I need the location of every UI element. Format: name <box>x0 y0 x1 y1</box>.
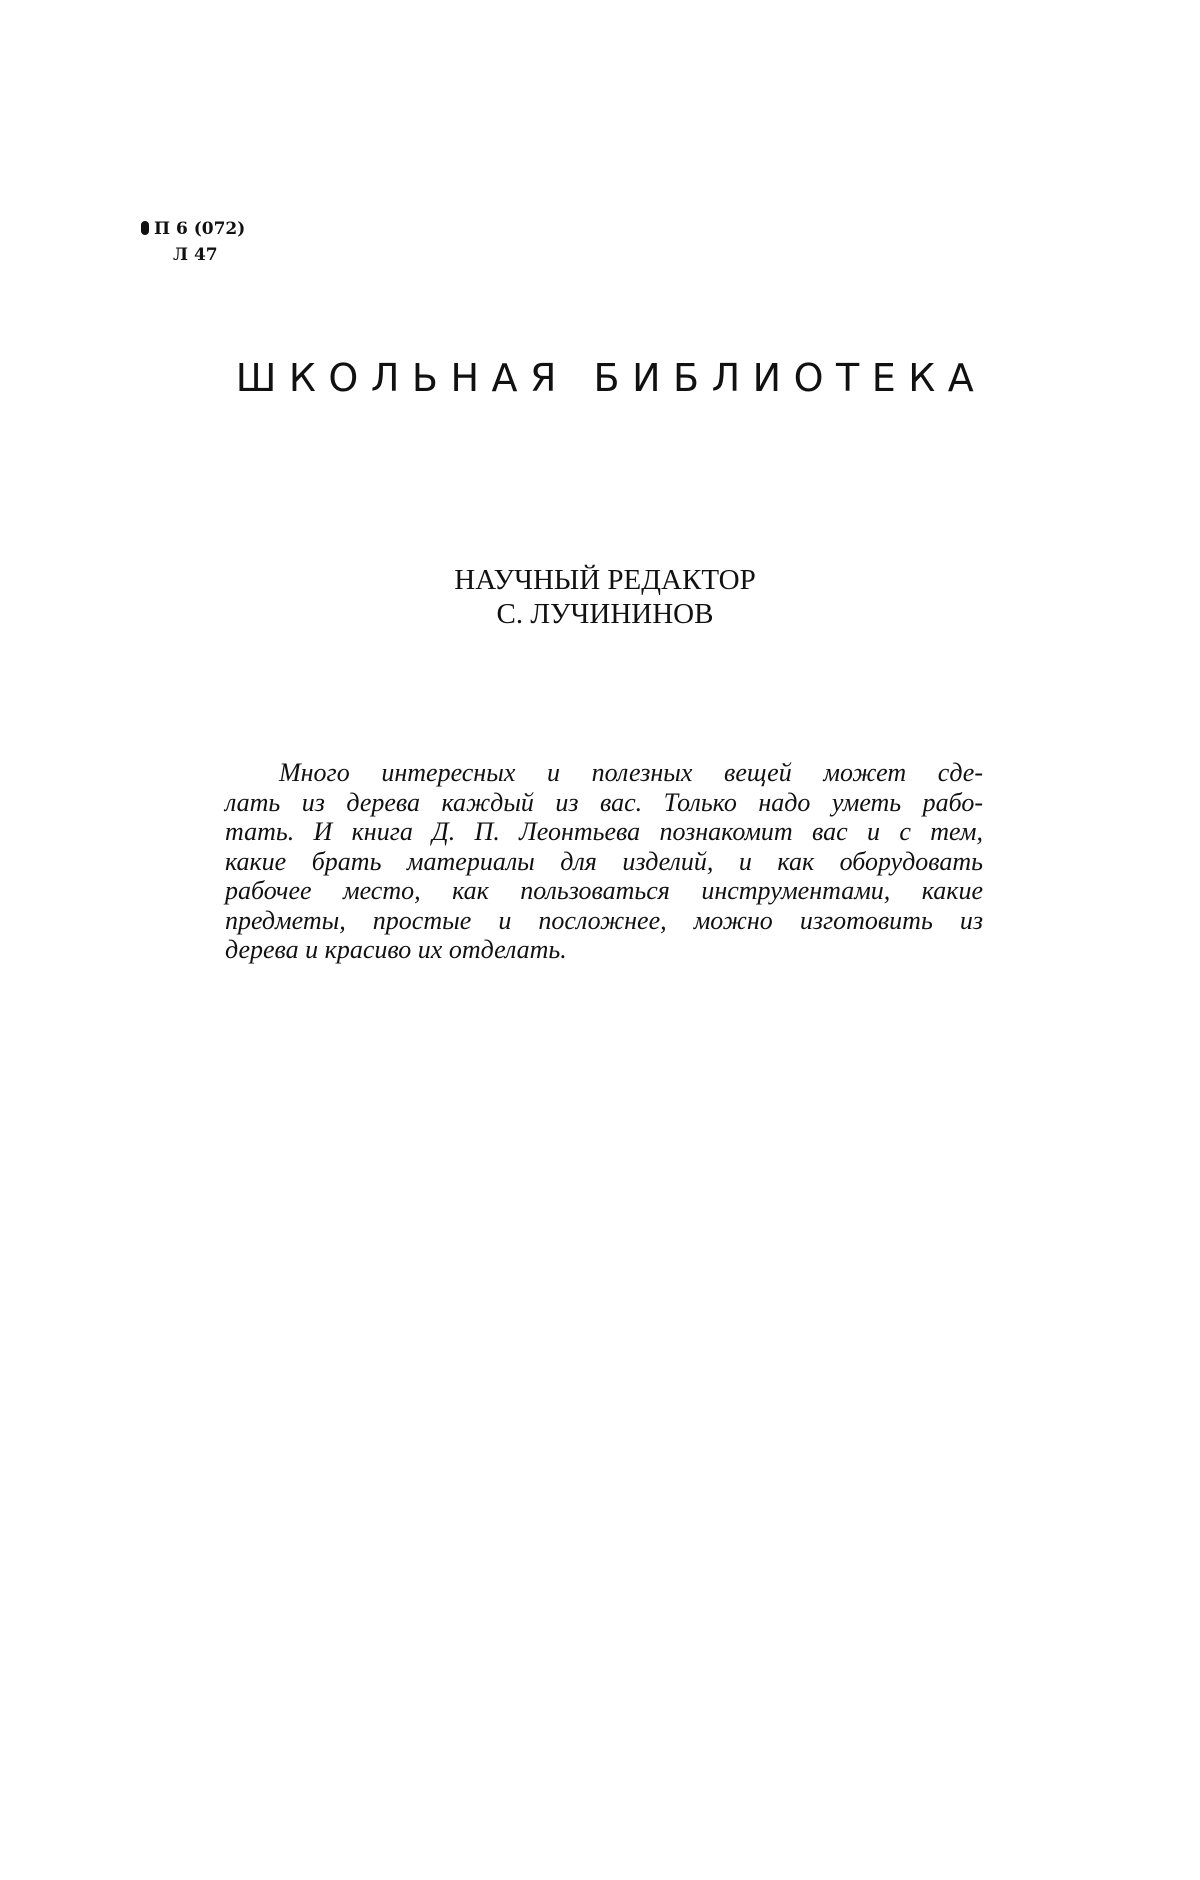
annotation-line: лать из дерева каждый из вас. Только надо уметь рабо- <box>225 787 983 817</box>
annotation-line: Много интересных и полезных вещей может сде- <box>279 758 983 787</box>
bullet-mark-icon <box>141 221 149 235</box>
annotation-line: предметы, простые и посложнее, можно изготовить из <box>225 905 983 935</box>
annotation-line: какие брать материалы для изделий, и как оборудовать <box>225 846 983 876</box>
classification-author-mark: Л 47 <box>173 245 218 265</box>
book-annotation <box>225 758 983 965</box>
editor-credit <box>0 563 1200 631</box>
editor-role: НАУЧНЫЙ РЕДАКТОР <box>454 564 756 596</box>
annotation-line: тать. И книга Д. П. Леонтьева познакомит вас и с тем, <box>225 817 983 846</box>
library-classification-code <box>141 216 245 268</box>
series-title: ШКОЛЬНАЯ БИБЛИОТЕКА <box>235 356 987 400</box>
classification-udc: П 6 (072) <box>154 219 246 239</box>
editor-name: С. ЛУЧИНИНОВ <box>496 598 714 630</box>
classification-line-1 <box>141 216 245 242</box>
annotation-line: рабочее место, как пользоваться инструментами, какие <box>225 876 983 905</box>
annotation-line: дерева и красиво их отделать. <box>225 935 567 964</box>
